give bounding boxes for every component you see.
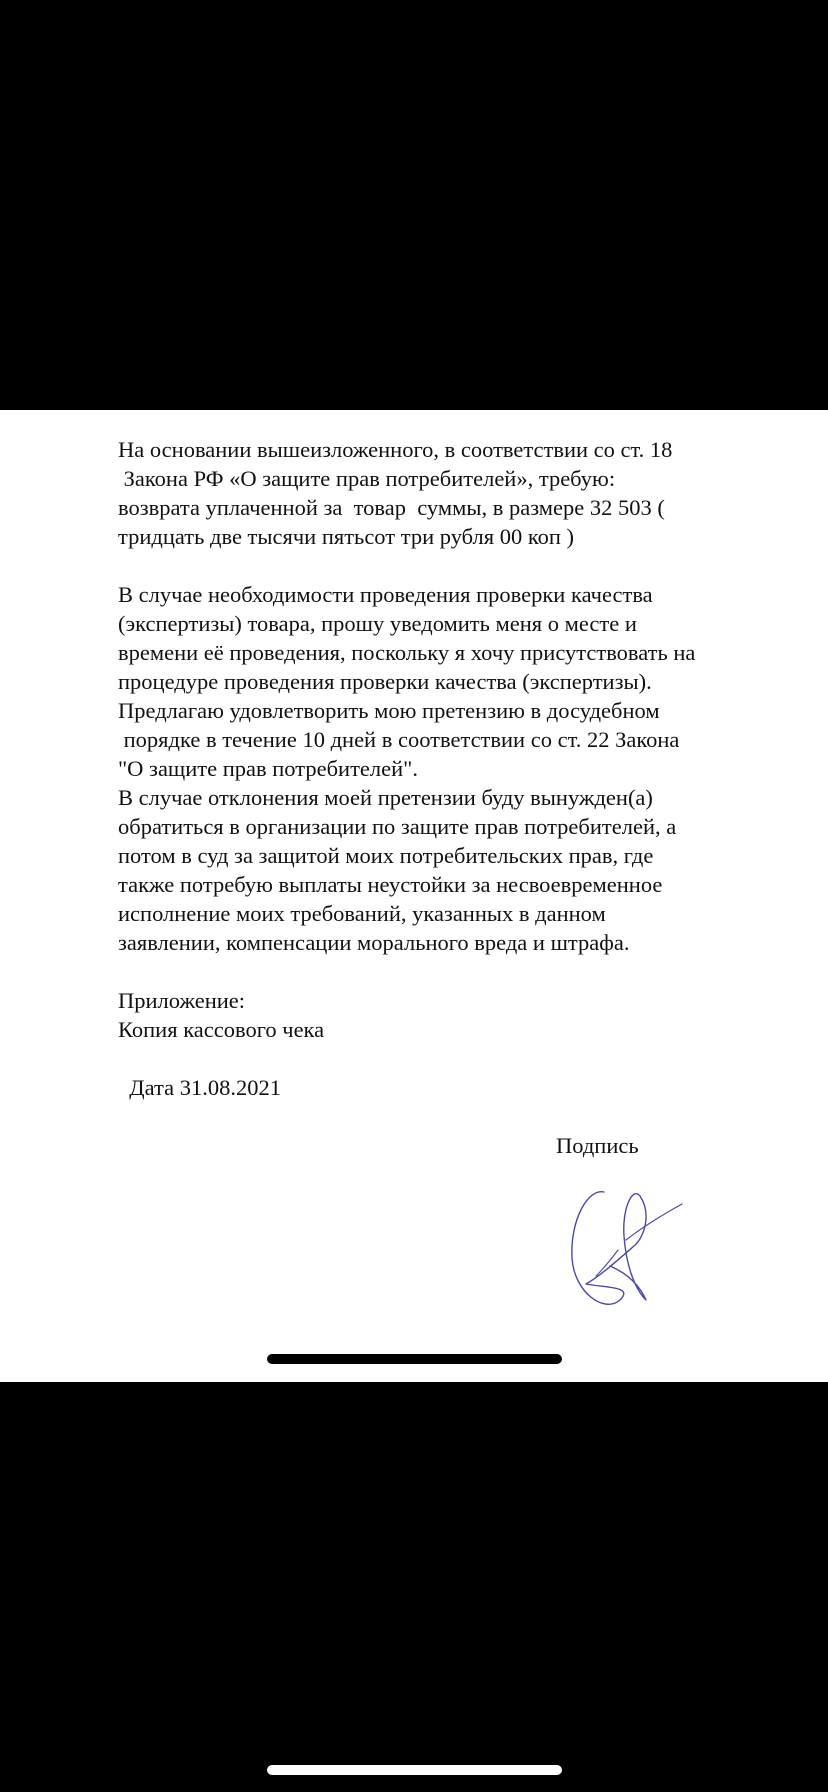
paragraph-1-line-1: На основании вышеизложенного, в соответствии со ст. 18 xyxy=(118,437,673,462)
paragraph-2-line-5: Предлагаю удовлетворить мою претензию в досудебном xyxy=(118,698,660,723)
attachment-label: Приложение: xyxy=(118,988,246,1013)
paragraph-2-line-13: заявлении, компенсации морального вреда и штрафа. xyxy=(118,930,630,955)
attachment-item: Копия кассового чека xyxy=(118,1017,325,1042)
paragraph-2-line-9: обратиться в организации по защите прав потребителей, а xyxy=(118,814,677,839)
paragraph-1-line-4: тридцать две тысячи пятьсот три рубля 00 коп ) xyxy=(118,524,575,549)
top-black-area xyxy=(0,0,828,410)
paragraph-2-line-6: порядке в течение 10 дней в соответствии со ст. 22 Закона xyxy=(118,727,680,752)
document-page xyxy=(0,410,828,1382)
paragraph-2-line-3: времени её проведения, поскольку я хочу присутствовать на xyxy=(118,640,696,665)
document-home-indicator xyxy=(267,1354,562,1364)
paragraph-2-line-8: В случае отклонения моей претензии буду вынужден(а) xyxy=(118,785,653,810)
bottom-black-area xyxy=(0,1382,828,1792)
paragraph-2-line-10: потом в суд за защитой моих потребительских прав, где xyxy=(118,843,654,868)
signature-icon xyxy=(560,1180,690,1320)
home-indicator[interactable] xyxy=(267,1765,562,1775)
date-line: Дата 31.08.2021 xyxy=(118,1075,281,1100)
paragraph-2-line-11: также потребую выплаты неустойки за несвоевременное xyxy=(118,872,663,897)
paragraph-2-line-4: процедуре проведения проверки качества (экспертизы). xyxy=(118,669,652,694)
paragraph-2-line-12: исполнение моих требований, указанных в данном xyxy=(118,901,606,926)
paragraph-2-line-2: (экспертизы) товара, прошу уведомить меня о месте и xyxy=(118,611,637,636)
paragraph-2-line-7: "О защите прав потребителей". xyxy=(118,756,418,781)
signature-label: Подпись xyxy=(556,1133,639,1158)
paragraph-1-line-2: Закона РФ «О защите прав потребителей», требую: xyxy=(118,466,616,491)
paragraph-2-line-1: В случае необходимости проведения проверки качества xyxy=(118,582,653,607)
paragraph-1-line-3: возврата уплаченной за товар суммы, в размере 32 503 ( xyxy=(118,495,665,520)
